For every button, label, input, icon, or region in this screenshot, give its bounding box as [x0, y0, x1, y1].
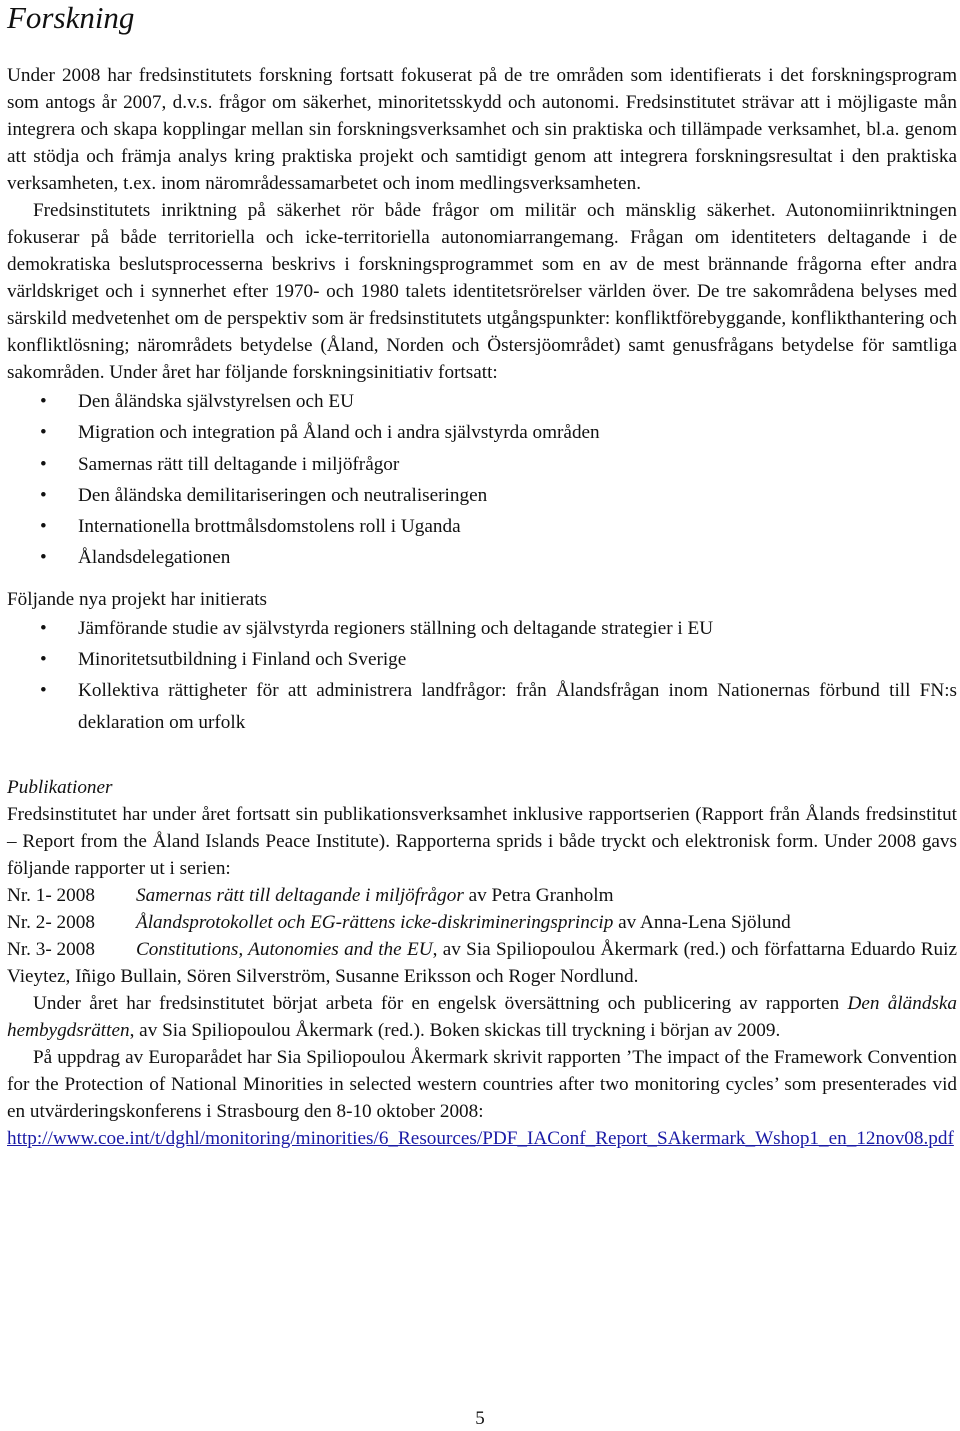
report-entry: Ålandsprotokollet och EG-rättens icke-diskrimineringsprincip av Anna-Lena Sjölund: [136, 911, 791, 933]
continued-initiatives-list: [7, 386, 957, 574]
report-row: Nr. 3- 2008 Constitutions, Autonomies and the EU, av Sia Spiliopoulou Åkermark (red.) och författarna Eduardo Ruiz Vieytez, Iñigo Bullain, Sören Silverström, Susanne Eriksson och Roger Nordlund.: [7, 936, 957, 990]
bullet-icon: •: [40, 391, 47, 412]
report-row: [7, 882, 957, 909]
report-number: Nr. 2- 2008: [7, 911, 95, 933]
list-item: • Internationella brottmålsdomstolens roll i Uganda: [7, 511, 957, 542]
list-item: • Migration och integration på Åland och i andra självstyrda områden: [7, 417, 957, 448]
bullet-icon: •: [40, 617, 47, 639]
list-item: • Samernas rätt till deltagande i miljöfrågor: [7, 449, 957, 480]
report-number: Nr. 1- 2008: [7, 884, 95, 906]
publications-intro: Fredsinstitutet har under året fortsatt sin publikationsverksamhet inklusive rapportserien (Rapport från Ålands fredsinstitut – Report from the Åland Islands Peace Institute). Rapporterna sprids i både tryckt och elektronisk form. Under 2008 gavs följande rapporter ut i serien:: [7, 803, 957, 879]
page-number: 5: [475, 1408, 485, 1429]
bullet-icon: •: [40, 680, 47, 702]
intro-paragraph-2: Fredsinstitutets inriktning på säkerhet rör både frågor om militär och mänsklig säkerhet. Autonomiinriktningen fokuserar på både territoriella och icke-territoriella autonomiarrangemang. Frågan om identiteters deltagande i de demokratiska beslutsprocesserna beskrivs i forskningsprogrammet som en av de mest brännande frågorna efter andra världskriget och i synnerhet efter 1970- och 1980 talets identitetsrörelser världen över. De tre sakområdena belyses med särskild medvetenhet om de perspektiv som är fredsinstitutets utgångspunkter: konfliktförebyggande, konflikthantering och konfliktlösning; närområdets betydelse (Åland, Norden och Östersjöområdet) samt genusfrågans betydelse för samtliga sakområden. Under året har följande forskningsinitiativ fortsatt:: [7, 200, 957, 383]
document-body: [7, 62, 957, 1152]
page-title: Forskning: [7, 0, 135, 35]
list-item: • Ålandsdelegationen: [7, 542, 957, 573]
bullet-icon: •: [40, 547, 47, 569]
new-projects-heading: Följande nya projekt har initierats: [7, 588, 268, 610]
list-item: • Minoritetsutbildning i Finland och Sverige: [7, 644, 957, 675]
bullet-icon: •: [40, 484, 47, 506]
list-item: • Den åländska demilitariseringen och neutraliseringen: [7, 480, 957, 511]
council-paragraph: På uppdrag av Europarådet har Sia Spiliopoulou Åkermark skrivit rapporten ’The impact of the Framework Convention for the Protection of National Minorities in selected western countries after two monitoring cycles’ som presenterades vid en utvärderingskonferens i Strasbourg den 8-10 oktober 2008:: [7, 1046, 957, 1122]
new-projects-list: [7, 613, 957, 738]
publications-heading: Publikationer: [7, 776, 113, 798]
list-item: • Den åländska självstyrelsen och EU: [7, 386, 957, 417]
report-row: [7, 909, 957, 936]
list-item: • Kollektiva rättigheter för att administrera landfrågor: från Ålandsfrågan inom Nationernas förbund till FN:s deklaration om urfolk: [7, 675, 957, 738]
report-entry: Samernas rätt till deltagande i miljöfrågor av Petra Granholm: [136, 884, 614, 906]
report-link[interactable]: http://www.coe.int/t/dghl/monitoring/minorities/6_Resources/PDF_IAConf_Report_SAkermark_Wshop1_en_12nov08.pdf: [7, 1127, 954, 1149]
bullet-icon: •: [40, 516, 47, 538]
bullet-icon: •: [40, 453, 47, 475]
list-item: • Jämförande studie av självstyrda regioners ställning och deltagande strategier i EU: [7, 613, 957, 644]
intro-paragraph-1: Under 2008 har fredsinstitutets forskning fortsatt fokuserat på de tre områden som identifierats i det forskningsprogram som antogs år 2007, d.v.s. frågor om säkerhet, minoritetsskydd och autonomi. Fredsinstitutet strävar att i möjligaste mån integrera och skapa kopplingar mellan sin forskningsverksamhet och sin praktiska och tillämpade verksamhet, bl.a. genom att stödja och främja analys kring praktiska projekt och samtidigt genom att integrera forskningsresultat i den praktiska verksamheten, t.ex. inom närområdessamarbetet och inom medlingsverksamheten.: [7, 65, 957, 194]
report-number: Nr. 3- 2008: [7, 938, 95, 960]
translation-paragraph: Under året har fredsinstitutet börjat arbeta för en engelsk översättning och publicering av rapporten Den åländska hembygdsrätten, av Sia Spiliopoulou Åkermark (red.). Boken skickas till tryckning i början av 2009.: [7, 992, 957, 1041]
bullet-icon: •: [40, 422, 47, 444]
bullet-icon: •: [40, 649, 47, 671]
